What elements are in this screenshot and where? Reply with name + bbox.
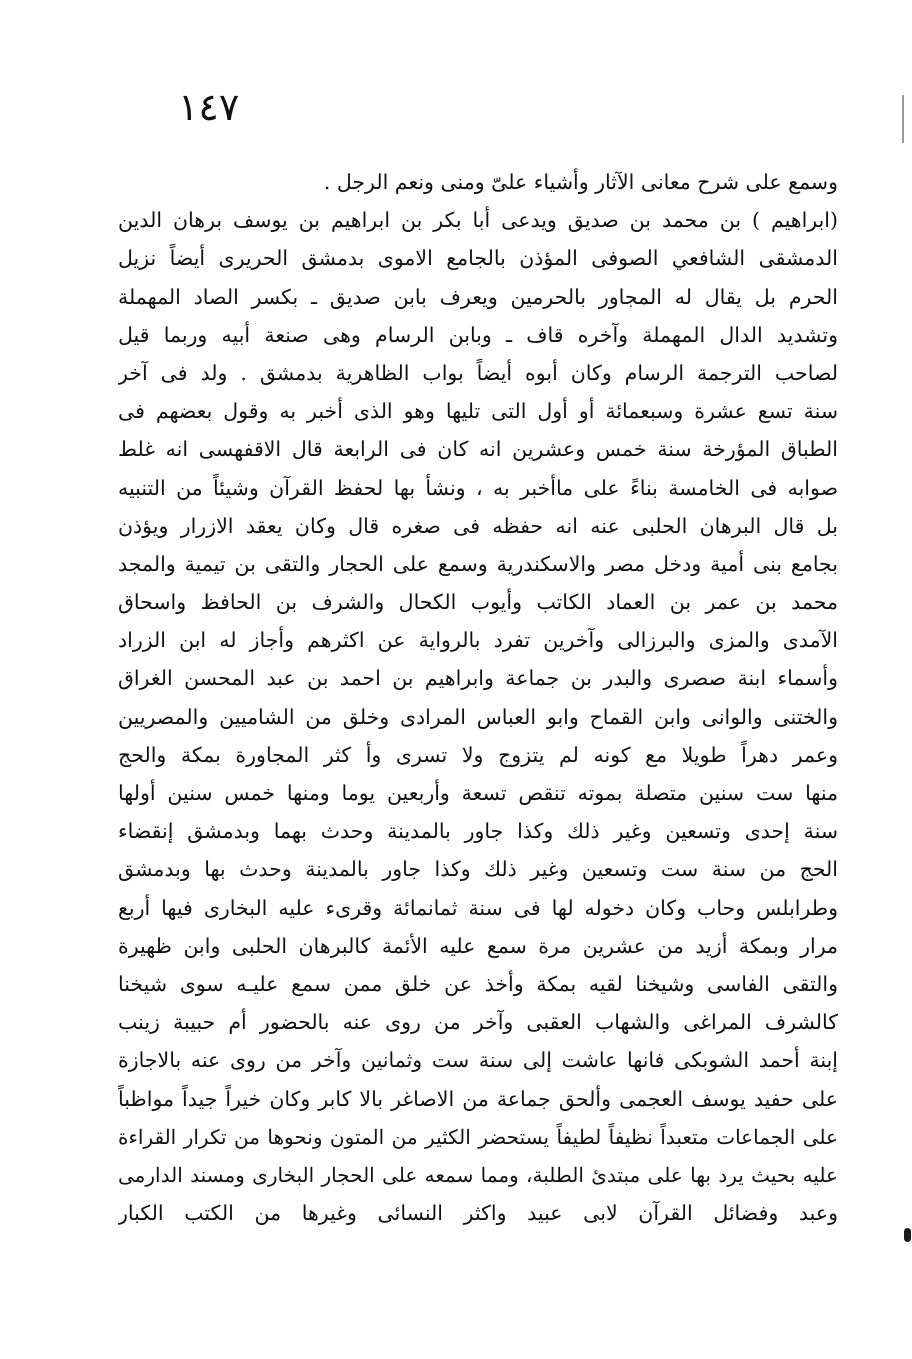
text-line: وتشديد الدال المهملة وآخره قاف ـ وبابن الرسام وهى صنعة أبيه وربما قيل <box>118 322 838 347</box>
text-line: عليه بحيث يرد بها على مبتدئ الطلبة، ومما سمعه على الحجار البخارى ومسند الدارمى <box>118 1162 838 1187</box>
scan-edge-mark <box>902 95 904 143</box>
text-line: الطباق المؤرخة سنة خمس وعشرين انه كان فى الرابعة قال الاقفهسى انه غلط <box>118 437 838 462</box>
text-line: وطرابلس وحاب وكان دخوله لها فى سنة ثمانمائة وقرىء عليه البخارى فيها أربع <box>118 895 838 920</box>
text-line: بجامع بنى أمية ودخل مصر والاسكندرية وسمع على الحجار والتقى بن تيمية والمجد <box>118 551 838 576</box>
text-line: الآمدى والمزى والبرزالى وآخرين تفرد بالرواية عن اكثرهم وأجاز له ابن الزراد <box>118 628 838 653</box>
text-line: الدمشقى الشافعي الصوفى المؤذن بالجامع الاموى بدمشق الحريرى أيضاً نزيل <box>118 246 838 271</box>
text-line: منها ست سنين متصلة بموته تنقص تسعة وأربعين يوما ومنها خمس سنين أولها <box>118 781 838 805</box>
text-line: الحرم بل يقال له المجاور بالحرمين ويعرف بابن صديق ـ بكسر الصاد المهملة <box>118 284 838 309</box>
text-line: (ابراهيم ) بن محمد بن صديق ويدعى أبا بكر بن ابراهيم بن يوسف برهان الدين <box>118 208 838 233</box>
text-line: سنة إحدى وتسعين وغير ذلك وكذا جاور بالمدينة وحدث بهما وبدمشق إنقضاء <box>118 819 838 844</box>
text-line: صوابه فى الخامسة بناءً على ماأخبر به ، ونشأ بها لحفظ القرآن وشيئاً من التنبيه <box>118 475 838 500</box>
text-line: لصاحب الترجمة الرسام وكان أبوه أيضاً بواب الظاهرية بدمشق . ولد فى آخر <box>118 360 838 385</box>
text-line: سنة تسع عشرة وسبعمائة أو أول التى تليها وهو الذى أخبر به وقول بعضهم فى <box>118 399 838 424</box>
text-line: محمد بن عمر بن العماد الكاتب وأيوب الكحال والشرف بن الحافظ واسحاق <box>118 590 838 615</box>
page-number: ١٤٧ <box>178 85 240 129</box>
text-line: وأسماء ابنة صصرى والبدر بن جماعة وابراهيم بن احمد بن عبد المحسن الغراق <box>118 666 838 691</box>
text-line: على حفيد يوسف العجمى وألحق جماعة من الاصاغر بالا كابر وكان خيراً جيداً مواظباً <box>118 1086 838 1111</box>
text-line: إبنة أحمد الشوبكى فانها عاشت إلى سنة ست وثمانين وآخر من روى عنه بالاجازة <box>118 1048 838 1073</box>
text-line: وعبد وفضائل القرآن لابى عبيد واكثر النسائى وغيرها من الكتب الكبار <box>118 1201 838 1226</box>
text-line: والتقى الفاسى وشيخنا لقيه بمكة وأخذ عن خلق ممن سمع عليـه سوى شيخنا <box>118 971 838 996</box>
body-text <box>118 163 838 1232</box>
text-line: كالشرف المراغى والشهاب العقبى وآخر من روى عنه بالحضور أم حبيبة زينب <box>118 1010 838 1035</box>
text-line: وسمع على شرح معانى الآثار وأشياء علىّ ومنى ونعم الرجل . <box>323 170 838 194</box>
text-line: الحج من سنة ست وتسعين وغير ذلك وكذا جاور بالمدينة وحدث بها وبدمشق <box>118 857 838 882</box>
text-line: على الجماعات متعبداً نظيفاً لطيفاً يستحضر الكثير من المتون ونحوها من تكرار القراءة <box>118 1124 838 1149</box>
text-line: والختنى والوانى وابن القماح وابو العباس المرادى وخلق من الشاميين والمصريين <box>118 704 838 729</box>
text-line: مرار وبمكة أزيد من عشرين مرة سمع عليه الأئمة كالبرهان الحلبى وابن ظهيرة <box>118 933 838 958</box>
text-line: وعمر دهراً طويلا مع كونه لم يتزوج ولا تسرى وأ كثر المجاورة بمكة والحج <box>118 742 838 767</box>
scan-edge-dot <box>904 1228 911 1242</box>
text-line: بل قال البرهان الحلبى عنه انه حفظه فى صغره قال وكان يعقد الازرار ويؤذن <box>118 513 838 538</box>
